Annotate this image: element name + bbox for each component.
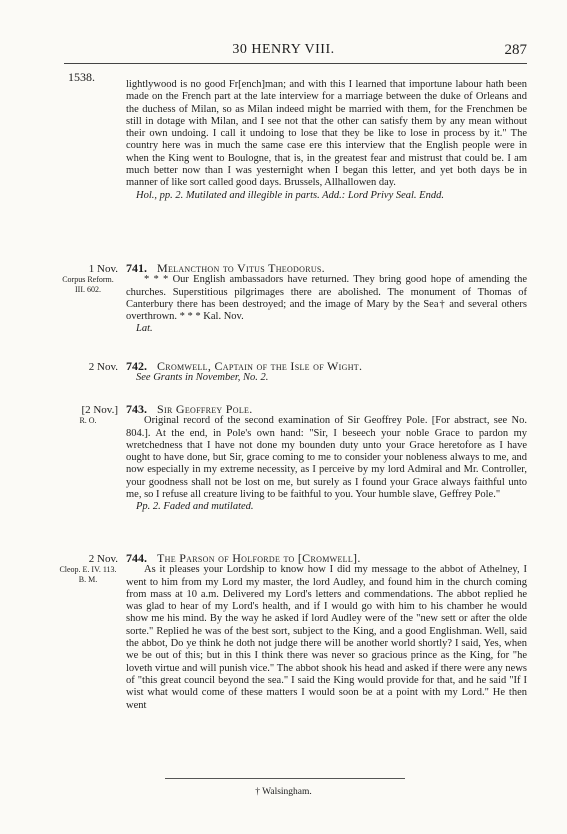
header-rule: [64, 63, 527, 64]
footnote: † Walsingham.: [255, 787, 312, 797]
entry-741: [126, 262, 527, 336]
margin-741: [58, 263, 118, 294]
entry-text: As it pleases your Lordship to know how I did my message to the abbot of Athelney, I went to him from my Lord my master, the lord Audley, and found him in the church coming from mass at 10 a.m. Delivered my Lord's letters and commendations. The abbot replied he was glad to hear of my Lord's health, and if I would go with him to his chamber he would show me his mind. By the way he asked if lord Audley were of the "new sett or after the olde sorte." Replied he was of the best sort, subject to the King, and a good Englishman. Well, said the abbot, Do ye think he doth not judge there will be another world shortly? I said, Yes, when we be out of this; but in this I think there was never so gracious prince as the King, for "he loveth virtue and will punish vice." The abbot shook his head and asked if there were any news of "this great council beyond the sea." I said the King would provide for that, and he said "If I wist what would come of these matters I would soon be at a point with my Lord." He then went: [126, 564, 527, 711]
entry-text: Original record of the second examination of Sir Geoffrey Pole. [For abstract, see No. 804.]. At the end, in Pole's own hand: "Sir, I beseech your noble Grace to pardon my wretchedness that I have not done my bounden duty unto your Grace heretofore as I have ought to have done, but Sir, grace coming to me to consider your nobleness always to me, and now especially in my extreme necessity, as I perceive by my lord Admiral and Mr. Controller, your goodness shall not be lost on me, but surely as I found your Grace always faithful unto me, so I refuse all creature living to be faithful to you. Your humble slave, Geffrey Pole.": [126, 415, 527, 501]
footnote-rule: [165, 778, 405, 779]
entry-title: The Parson of Holforde to [Cromwell].: [157, 551, 361, 565]
entry-heading: [126, 262, 527, 274]
margin-744: [58, 553, 118, 584]
entry-742: [126, 360, 527, 385]
margin-743: [58, 404, 118, 426]
continued-note: Hol., pp. 2. Mutilated and illegible in parts. Add.: Lord Privy Seal. Endd.: [136, 189, 444, 201]
page-number: 287: [504, 42, 527, 58]
entry-title: Melancthon to Vitus Theodorus.: [157, 261, 325, 275]
source-ref: Corpus Reform. III. 602.: [62, 275, 114, 294]
entry-number: 741.: [126, 261, 147, 275]
entry-heading: [126, 552, 527, 564]
entry-743: [126, 403, 527, 514]
continued-text: lightlywood is no good Fr[ench]man; and with this I learned that importune labour hath been made on the French part at the late interview for a marriage between the duke of Orleans and the duchess of Milan, so as Milan indeed might be married with them, for the Frenchmen be still in dotage with Milan, and I see not that the other can satisfy them by any mean without their own undoing. I call it undoing to lose that they be like to lose in process by it." The country here was in much the same case ere this interview that the English people were in when the King went to Boulogne, that is, in the greatest fear and mistrust that could be. I am much better now than I was yesternight when I began this letter, and yet both days be in manner of like sort called good days. Brussels, Allhallowen day.: [126, 79, 527, 189]
entry-title: Sir Geoffrey Pole.: [157, 402, 253, 416]
entry-date: 2 Nov.: [88, 553, 118, 565]
entry-note: Lat.: [136, 323, 153, 335]
entry-text: * * * Our English ambassadors have returned. They bring good hope of amending the churches. Superstitious pilgrimages there are abolished. The monument of Thomas of Canterbury there has been destroyed; and the image of Mary by the Sea† and several others overthrown. * * * Kal. Nov.: [126, 274, 527, 323]
entry-744: [126, 552, 527, 712]
entry-number: 743.: [126, 402, 147, 416]
entry-note: See Grants in November, No. 2.: [136, 372, 269, 384]
entry-date: 2 Nov.: [88, 361, 118, 373]
source-ref: Cleop. E. IV. 113. B. M.: [59, 565, 117, 584]
entry-date: 1 Nov.: [88, 263, 118, 275]
entry-note: Pp. 2. Faded and mutilated.: [136, 501, 254, 513]
year-marker: 1538.: [68, 70, 95, 84]
entry-title: Cromwell, Captain of the Isle of Wight.: [157, 359, 363, 373]
entry-heading: [126, 403, 527, 415]
running-title: 30 HENRY VIII.: [232, 42, 335, 57]
margin-742: [58, 361, 118, 373]
running-header: [0, 42, 567, 62]
entry-number: 742.: [126, 359, 147, 373]
entry-heading: [126, 360, 527, 372]
source-ref: R. O.: [79, 416, 97, 425]
entry-number: 744.: [126, 551, 147, 565]
entry-date: [2 Nov.]: [81, 404, 118, 416]
continued-entry: [126, 79, 527, 202]
